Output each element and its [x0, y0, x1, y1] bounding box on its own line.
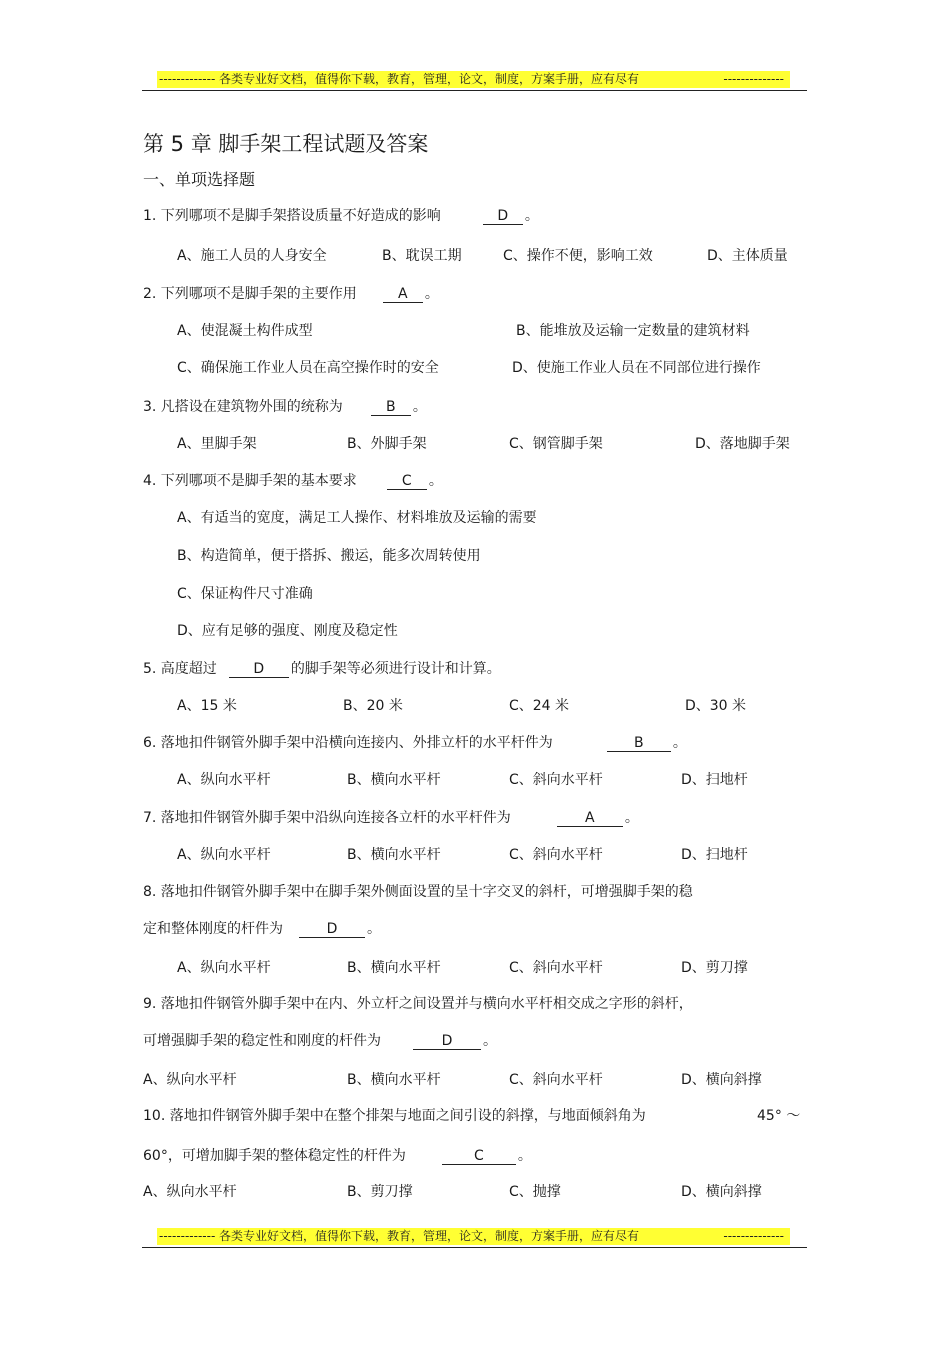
question-stem: 8. 落地扣件钢管外脚手架中在脚手架外侧面设置的呈十字交叉的斜杆，可增强脚手架的稳: [143, 884, 693, 900]
option-b: B、横向水平杆: [347, 847, 441, 863]
option-c: C、保证构件尺寸准确: [177, 586, 313, 602]
option-d: D、使施工作业人员在不同部位进行操作: [512, 360, 761, 376]
question-10-continued: [143, 1146, 532, 1166]
question-end: 。: [524, 208, 539, 224]
question-end: 。: [672, 735, 687, 751]
option-d: D、横向斜撑: [681, 1072, 762, 1088]
option-a: A、纵向水平杆: [177, 847, 271, 863]
question-stem: 1. 下列哪项不是脚手架搭设质量不好造成的影响: [143, 208, 441, 224]
option-c: C、24 米: [509, 698, 570, 714]
question-stem: 6. 落地扣件钢管外脚手架中沿横向连接内、外排立杆的水平杆件为: [143, 735, 553, 751]
option-b: B、20 米: [343, 698, 403, 714]
answer-blank: D: [299, 921, 365, 938]
option-b: B、横向水平杆: [347, 1072, 441, 1088]
answer-blank: B: [371, 399, 411, 416]
question-4: [143, 471, 443, 491]
answer-blank: D: [229, 661, 289, 678]
answer-blank: D: [413, 1033, 481, 1050]
question-6: [143, 733, 687, 753]
question-stem-line2: 60°，可增加脚手架的整体稳定性的杆件为: [143, 1148, 406, 1164]
question-2: [143, 284, 439, 304]
header-rule: [142, 90, 807, 91]
option-c: C、操作不便，影响工效: [503, 248, 653, 264]
option-a: A、纵向水平杆: [143, 1184, 237, 1200]
banner-text: 各类专业好文档，值得你下载，教育，管理，论文，制度，方案手册，应有尽有: [219, 72, 640, 86]
header-banner: [157, 71, 790, 88]
option-a: A、使混凝土构件成型: [177, 323, 313, 339]
banner-dashes-left: -------------: [159, 72, 216, 86]
question-stem: 7. 落地扣件钢管外脚手架中沿纵向连接各立杆的水平杆件为: [143, 810, 511, 826]
option-d: D、应有足够的强度、刚度及稳定性: [177, 623, 398, 639]
answer-blank: D: [483, 208, 523, 225]
answer-blank: C: [387, 473, 427, 490]
option-b: B、剪刀撑: [347, 1184, 413, 1200]
question-8: [143, 882, 693, 902]
question-5: [143, 659, 501, 679]
option-b: B、外脚手架: [347, 436, 427, 452]
option-a: A、15 米: [177, 698, 237, 714]
option-d: D、30 米: [685, 698, 747, 714]
question-end: 的脚手架等必须进行设计和计算。: [290, 661, 501, 677]
question-10: [143, 1106, 646, 1126]
question-9: [143, 994, 693, 1014]
option-a: A、施工人员的人身安全: [177, 248, 327, 264]
question-stem: 4. 下列哪项不是脚手架的基本要求: [143, 473, 357, 489]
option-c: C、斜向水平杆: [509, 960, 603, 976]
option-b: B、横向水平杆: [347, 960, 441, 976]
option-d: D、扫地杆: [681, 847, 748, 863]
question-stem-line2: 可增强脚手架的稳定性和刚度的杆件为: [143, 1033, 381, 1049]
answer-blank: A: [557, 810, 623, 827]
question-end: 。: [424, 286, 439, 302]
question-stem: 5. 高度超过: [143, 661, 217, 677]
question-end: 。: [428, 473, 443, 489]
answer-blank: B: [607, 735, 671, 752]
banner-text: 各类专业好文档，值得你下载，教育，管理，论文，制度，方案手册，应有尽有: [219, 1229, 640, 1243]
question-9-continued: [143, 1031, 497, 1051]
question-3: [143, 397, 427, 417]
option-c: C、抛撑: [509, 1184, 561, 1200]
question-stem: 2. 下列哪项不是脚手架的主要作用: [143, 286, 357, 302]
question-end: 。: [367, 921, 381, 937]
option-a: A、里脚手架: [177, 436, 257, 452]
question-7: [143, 808, 639, 828]
question-stem: 3. 凡搭设在建筑物外围的统称为: [143, 399, 343, 415]
option-b: B、构造简单，便于搭拆、搬运，能多次周转使用: [177, 548, 481, 564]
option-d: D、剪刀撑: [681, 960, 748, 976]
option-a: A、纵向水平杆: [177, 960, 271, 976]
question-end: 。: [483, 1033, 497, 1049]
option-a: A、纵向水平杆: [177, 772, 271, 788]
option-c: C、钢管脚手架: [509, 436, 603, 452]
answer-blank: C: [442, 1148, 516, 1165]
banner-dashes-left: -------------: [159, 1229, 216, 1243]
option-a: A、有适当的宽度，满足工人操作、材料堆放及运输的需要: [177, 510, 537, 526]
question-stem-line2: 定和整体刚度的杆件为: [143, 921, 283, 937]
question-end: 。: [517, 1148, 532, 1164]
footer-rule: [142, 1247, 807, 1248]
chapter-title: 第 5 章 脚手架工程试题及答案: [143, 132, 429, 156]
option-c: C、斜向水平杆: [509, 1072, 603, 1088]
option-b: B、耽误工期: [382, 248, 462, 264]
option-d: D、主体质量: [707, 248, 788, 264]
banner-dashes-right: --------------: [723, 1229, 784, 1243]
option-d: D、扫地杆: [681, 772, 748, 788]
option-a: A、纵向水平杆: [143, 1072, 237, 1088]
question-1: [143, 206, 539, 226]
option-d: D、横向斜撑: [681, 1184, 762, 1200]
answer-blank: A: [383, 286, 423, 303]
option-c: C、斜向水平杆: [509, 772, 603, 788]
option-d: D、落地脚手架: [695, 436, 790, 452]
question-end: 。: [412, 399, 427, 415]
option-c: C、确保施工作业人员在高空操作时的安全: [177, 360, 439, 376]
banner-dashes-right: --------------: [723, 72, 784, 86]
question-8-continued: [143, 919, 381, 939]
option-b: B、能堆放及运输一定数量的建筑材料: [516, 323, 750, 339]
option-c: C、斜向水平杆: [509, 847, 603, 863]
footer-banner: [157, 1228, 790, 1245]
question-stem: 9. 落地扣件钢管外脚手架中在内、外立杆之间设置并与横向水平杆相交成之字形的斜杆，: [143, 996, 693, 1012]
option-b: B、横向水平杆: [347, 772, 441, 788]
question-end: 。: [624, 810, 639, 826]
question-stem: 10. 落地扣件钢管外脚手架中在整个排架与地面之间引设的斜撑，与地面倾斜角为: [143, 1108, 646, 1124]
section-heading: 一、单项选择题: [143, 170, 256, 189]
question-10-angle-start: 45° ～: [757, 1108, 801, 1124]
